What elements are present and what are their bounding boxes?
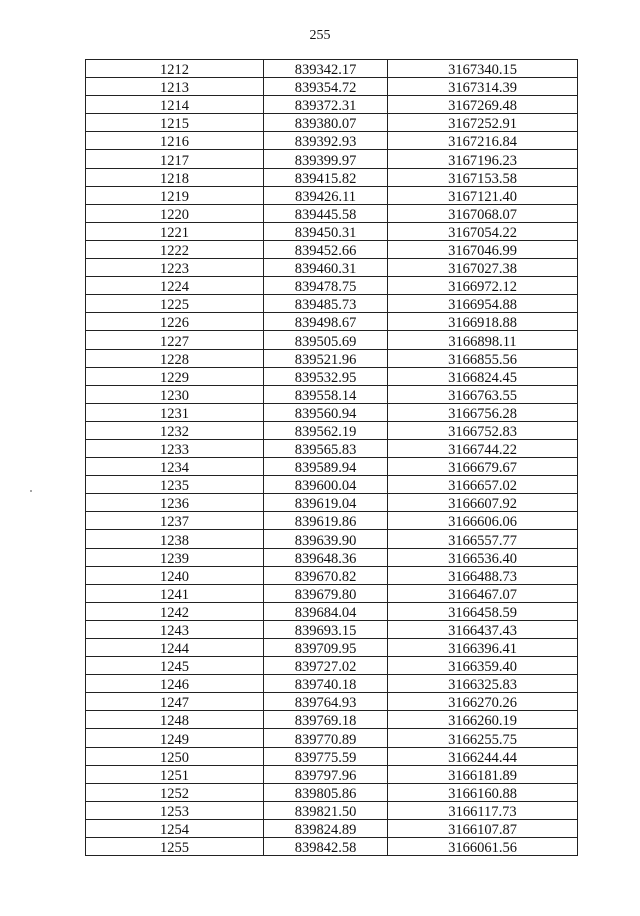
y-coordinate-cell: 3166117.73 [388, 801, 578, 819]
y-coordinate-cell: 3167153.58 [388, 168, 578, 186]
table-row [86, 657, 578, 675]
point-number-cell: 1245 [86, 657, 264, 675]
x-coordinate-cell: 839619.86 [264, 512, 388, 530]
x-coordinate-cell: 839764.93 [264, 693, 388, 711]
table-row [86, 566, 578, 584]
y-coordinate-cell: 3167269.48 [388, 96, 578, 114]
y-coordinate-cell: 3166107.87 [388, 819, 578, 837]
point-number-cell: 1213 [86, 78, 264, 96]
table-row [86, 620, 578, 638]
y-coordinate-cell: 3166756.28 [388, 403, 578, 421]
point-number-cell: 1248 [86, 711, 264, 729]
table-row [86, 838, 578, 856]
table-row [86, 78, 578, 96]
table-row [86, 349, 578, 367]
table-row [86, 204, 578, 222]
point-number-cell: 1243 [86, 620, 264, 638]
y-coordinate-cell: 3166918.88 [388, 313, 578, 331]
y-coordinate-cell: 3166325.83 [388, 675, 578, 693]
table-row [86, 295, 578, 313]
table-row [86, 783, 578, 801]
x-coordinate-cell: 839452.66 [264, 240, 388, 258]
x-coordinate-cell: 839354.72 [264, 78, 388, 96]
point-number-cell: 1233 [86, 439, 264, 457]
x-coordinate-cell: 839648.36 [264, 548, 388, 566]
point-number-cell: 1251 [86, 765, 264, 783]
y-coordinate-cell: 3166657.02 [388, 476, 578, 494]
table-row [86, 548, 578, 566]
point-number-cell: 1247 [86, 693, 264, 711]
point-number-cell: 1239 [86, 548, 264, 566]
y-coordinate-cell: 3166396.41 [388, 639, 578, 657]
point-number-cell: 1227 [86, 331, 264, 349]
point-number-cell: 1218 [86, 168, 264, 186]
x-coordinate-cell: 839709.95 [264, 639, 388, 657]
y-coordinate-cell: 3167046.99 [388, 240, 578, 258]
y-coordinate-cell: 3166160.88 [388, 783, 578, 801]
point-number-cell: 1254 [86, 819, 264, 837]
point-number-cell: 1226 [86, 313, 264, 331]
y-coordinate-cell: 3166752.83 [388, 421, 578, 439]
table-row [86, 693, 578, 711]
x-coordinate-cell: 839775.59 [264, 747, 388, 765]
y-coordinate-cell: 3166359.40 [388, 657, 578, 675]
point-number-cell: 1235 [86, 476, 264, 494]
y-coordinate-cell: 3166458.59 [388, 602, 578, 620]
x-coordinate-cell: 839619.04 [264, 494, 388, 512]
point-number-cell: 1240 [86, 566, 264, 584]
point-number-cell: 1222 [86, 240, 264, 258]
point-number-cell: 1246 [86, 675, 264, 693]
x-coordinate-cell: 839505.69 [264, 331, 388, 349]
table-row [86, 277, 578, 295]
point-number-cell: 1221 [86, 222, 264, 240]
y-coordinate-cell: 3166181.89 [388, 765, 578, 783]
point-number-cell: 1230 [86, 385, 264, 403]
table-row [86, 114, 578, 132]
y-coordinate-cell: 3166972.12 [388, 277, 578, 295]
x-coordinate-cell: 839450.31 [264, 222, 388, 240]
table-row [86, 765, 578, 783]
x-coordinate-cell: 839769.18 [264, 711, 388, 729]
x-coordinate-cell: 839392.93 [264, 132, 388, 150]
point-number-cell: 1224 [86, 277, 264, 295]
table-row [86, 168, 578, 186]
y-coordinate-cell: 3166898.11 [388, 331, 578, 349]
y-coordinate-cell: 3166557.77 [388, 530, 578, 548]
x-coordinate-cell: 839342.17 [264, 60, 388, 78]
y-coordinate-cell: 3166855.56 [388, 349, 578, 367]
coordinate-table [85, 59, 578, 856]
point-number-cell: 1241 [86, 584, 264, 602]
x-coordinate-cell: 839485.73 [264, 295, 388, 313]
table-row [86, 421, 578, 439]
y-coordinate-cell: 3167027.38 [388, 259, 578, 277]
table-row [86, 476, 578, 494]
y-coordinate-cell: 3167340.15 [388, 60, 578, 78]
x-coordinate-cell: 839380.07 [264, 114, 388, 132]
point-number-cell: 1250 [86, 747, 264, 765]
y-coordinate-cell: 3166824.45 [388, 367, 578, 385]
y-coordinate-cell: 3166763.55 [388, 385, 578, 403]
point-number-cell: 1244 [86, 639, 264, 657]
x-coordinate-cell: 839426.11 [264, 186, 388, 204]
y-coordinate-cell: 3166679.67 [388, 458, 578, 476]
point-number-cell: 1228 [86, 349, 264, 367]
table-row [86, 729, 578, 747]
y-coordinate-cell: 3166255.75 [388, 729, 578, 747]
table-row [86, 747, 578, 765]
table-row [86, 186, 578, 204]
x-coordinate-cell: 839560.94 [264, 403, 388, 421]
table-row [86, 60, 578, 78]
table-row [86, 801, 578, 819]
x-coordinate-cell: 839562.19 [264, 421, 388, 439]
table-row [86, 639, 578, 657]
x-coordinate-cell: 839684.04 [264, 602, 388, 620]
x-coordinate-cell: 839372.31 [264, 96, 388, 114]
scan-speck [30, 490, 32, 492]
x-coordinate-cell: 839498.67 [264, 313, 388, 331]
x-coordinate-cell: 839740.18 [264, 675, 388, 693]
y-coordinate-cell: 3166437.43 [388, 620, 578, 638]
y-coordinate-cell: 3166488.73 [388, 566, 578, 584]
point-number-cell: 1214 [86, 96, 264, 114]
point-number-cell: 1219 [86, 186, 264, 204]
x-coordinate-cell: 839639.90 [264, 530, 388, 548]
x-coordinate-cell: 839805.86 [264, 783, 388, 801]
point-number-cell: 1238 [86, 530, 264, 548]
x-coordinate-cell: 839415.82 [264, 168, 388, 186]
x-coordinate-cell: 839842.58 [264, 838, 388, 856]
point-number-cell: 1249 [86, 729, 264, 747]
table-row [86, 675, 578, 693]
x-coordinate-cell: 839565.83 [264, 439, 388, 457]
point-number-cell: 1232 [86, 421, 264, 439]
x-coordinate-cell: 839589.94 [264, 458, 388, 476]
table-row [86, 132, 578, 150]
x-coordinate-cell: 839532.95 [264, 367, 388, 385]
y-coordinate-cell: 3166467.07 [388, 584, 578, 602]
point-number-cell: 1234 [86, 458, 264, 476]
point-number-cell: 1215 [86, 114, 264, 132]
point-number-cell: 1217 [86, 150, 264, 168]
x-coordinate-cell: 839821.50 [264, 801, 388, 819]
y-coordinate-cell: 3167314.39 [388, 78, 578, 96]
point-number-cell: 1216 [86, 132, 264, 150]
y-coordinate-cell: 3167121.40 [388, 186, 578, 204]
table-row [86, 711, 578, 729]
x-coordinate-cell: 839727.02 [264, 657, 388, 675]
x-coordinate-cell: 839693.15 [264, 620, 388, 638]
x-coordinate-cell: 839670.82 [264, 566, 388, 584]
y-coordinate-cell: 3166954.88 [388, 295, 578, 313]
point-number-cell: 1255 [86, 838, 264, 856]
point-number-cell: 1220 [86, 204, 264, 222]
point-number-cell: 1212 [86, 60, 264, 78]
table-row [86, 240, 578, 258]
x-coordinate-cell: 839679.80 [264, 584, 388, 602]
y-coordinate-cell: 3167252.91 [388, 114, 578, 132]
table-row [86, 512, 578, 530]
y-coordinate-cell: 3166061.56 [388, 838, 578, 856]
table-row [86, 150, 578, 168]
point-number-cell: 1236 [86, 494, 264, 512]
table-row [86, 313, 578, 331]
y-coordinate-cell: 3166270.26 [388, 693, 578, 711]
x-coordinate-cell: 839460.31 [264, 259, 388, 277]
x-coordinate-cell: 839445.58 [264, 204, 388, 222]
point-number-cell: 1231 [86, 403, 264, 421]
table-row [86, 403, 578, 421]
point-number-cell: 1223 [86, 259, 264, 277]
point-number-cell: 1225 [86, 295, 264, 313]
x-coordinate-cell: 839770.89 [264, 729, 388, 747]
table-row [86, 331, 578, 349]
x-coordinate-cell: 839797.96 [264, 765, 388, 783]
page-number: 255 [309, 28, 331, 43]
x-coordinate-cell: 839558.14 [264, 385, 388, 403]
y-coordinate-cell: 3166607.92 [388, 494, 578, 512]
table-row [86, 439, 578, 457]
x-coordinate-cell: 839478.75 [264, 277, 388, 295]
table-row [86, 222, 578, 240]
table-row [86, 385, 578, 403]
point-number-cell: 1253 [86, 801, 264, 819]
point-number-cell: 1229 [86, 367, 264, 385]
point-number-cell: 1252 [86, 783, 264, 801]
x-coordinate-cell: 839824.89 [264, 819, 388, 837]
table-row [86, 584, 578, 602]
x-coordinate-cell: 839399.97 [264, 150, 388, 168]
y-coordinate-cell: 3166536.40 [388, 548, 578, 566]
y-coordinate-cell: 3166606.06 [388, 512, 578, 530]
y-coordinate-cell: 3167068.07 [388, 204, 578, 222]
y-coordinate-cell: 3166244.44 [388, 747, 578, 765]
x-coordinate-cell: 839521.96 [264, 349, 388, 367]
table-row [86, 819, 578, 837]
x-coordinate-cell: 839600.04 [264, 476, 388, 494]
table-row [86, 458, 578, 476]
table-row [86, 367, 578, 385]
y-coordinate-cell: 3166260.19 [388, 711, 578, 729]
point-number-cell: 1237 [86, 512, 264, 530]
table-row [86, 602, 578, 620]
y-coordinate-cell: 3167216.84 [388, 132, 578, 150]
point-number-cell: 1242 [86, 602, 264, 620]
y-coordinate-cell: 3167054.22 [388, 222, 578, 240]
y-coordinate-cell: 3167196.23 [388, 150, 578, 168]
coordinate-table-body [86, 60, 578, 856]
table-row [86, 96, 578, 114]
table-row [86, 494, 578, 512]
table-row [86, 530, 578, 548]
table-row [86, 259, 578, 277]
y-coordinate-cell: 3166744.22 [388, 439, 578, 457]
